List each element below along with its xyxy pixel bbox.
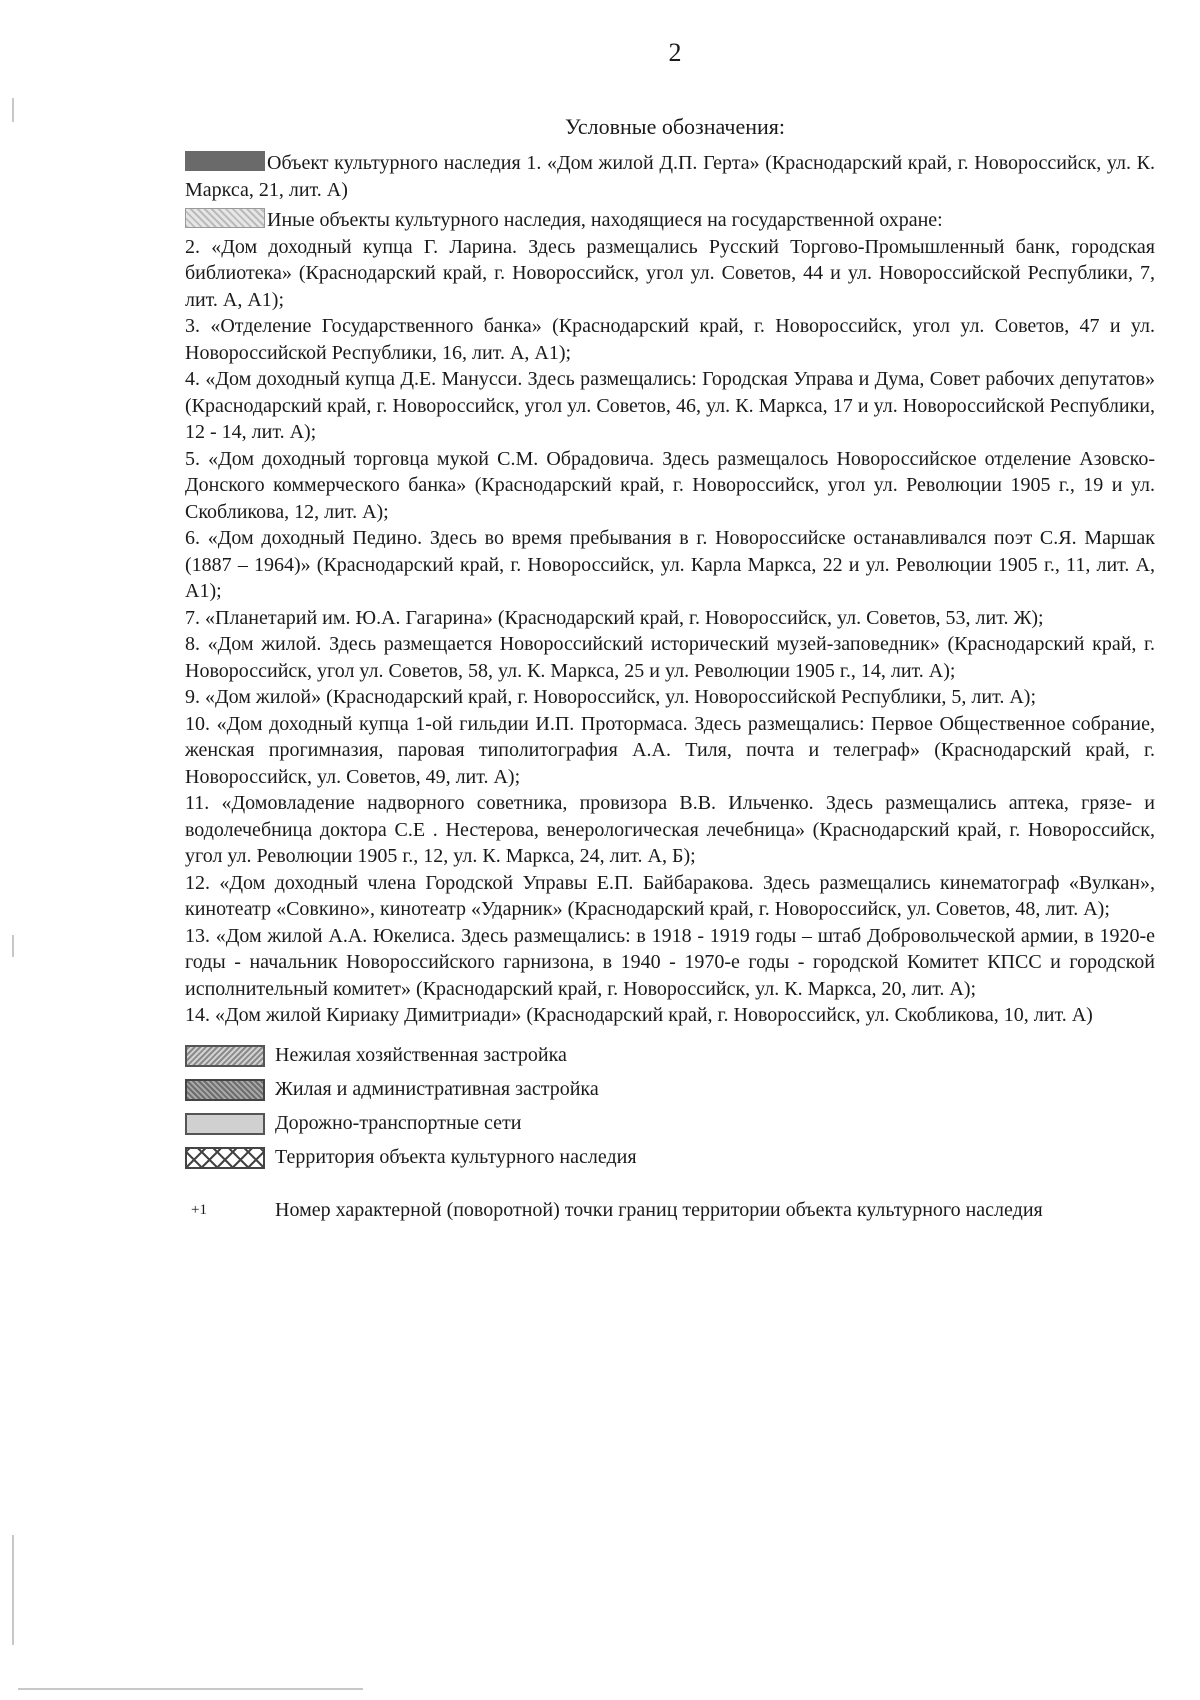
legend-row-nonresidential xyxy=(185,1039,1155,1073)
heritage-item: 12. «Дом доходный члена Городской Управы Е.П. Байбаракова. Здесь размещались кинематограф «Вулкан», кинотеатр «Совкино», кинотеатр «Ударник» (Краснодарский край, г. Новороссийск, ул. Советов, 48, лит. А); xyxy=(185,871,1155,920)
legend-row-road-network xyxy=(185,1107,1155,1141)
legend-label: Жилая и административная застройка xyxy=(275,1078,599,1101)
legend-title: Условные обозначения: xyxy=(564,114,786,139)
boundary-point-marker: +1 xyxy=(191,1201,207,1218)
scan-edge-mark-middle xyxy=(12,935,14,957)
main-object-entry xyxy=(185,150,1155,203)
road-network-swatch xyxy=(185,1113,265,1135)
page-number: 2 xyxy=(668,38,682,67)
heritage-item: 6. «Дом доходный Педино. Здесь во время пребывания в г. Новороссийске останавливался поэт С.Я. Маршак (1887 – 1964)» (Краснодарский край, г. Новороссийск, ул. Карла Маркса, 22 и ул. Революции 1905 г., 11, лит. А, А1); xyxy=(185,527,1155,602)
heritage-item: 14. «Дом жилой Кириаку Димитриади» (Краснодарский край, г. Новороссийск, ул. Скобликова, 10, лит. А) xyxy=(185,1004,1093,1026)
territory-crosshatch-swatch xyxy=(185,1147,265,1169)
point-legend-row xyxy=(185,1197,1155,1224)
other-objects-swatch xyxy=(185,208,265,228)
heritage-item: 13. «Дом жилой А.А. Юкелиса. Здесь размещались: в 1918 - 1919 годы – штаб Добровольческой армии, в 1920-е годы - начальник Новороссийского гарнизона, в 1940 - 1970-е годы - городской Комитет КПСС и городской исполнительный комитет» (Краснодарский край, г. Новороссийск, ул. К. Маркса, 20, лит. А); xyxy=(185,924,1155,1000)
legend-row-residential xyxy=(185,1073,1155,1107)
heritage-item: 10. «Дом доходный купца 1-ой гильдии И.П. Протормаса. Здесь размещались: Первое Общественное собрание, женская прогимназия, паровая типолитография А.А. Тиля, почта и телеграф» (Краснодарский край, г. Новороссийск, ул. Советов, 49, лит. А); xyxy=(185,712,1155,788)
legend-row-territory xyxy=(185,1141,1155,1175)
scan-edge-mark-bottom xyxy=(12,1535,14,1645)
point-legend-label: Номер характерной (поворотной) точки границ территории объекта культурного наследия xyxy=(275,1198,1043,1221)
nonresidential-hatch-swatch xyxy=(185,1045,265,1067)
heritage-item: 2. «Дом доходный купца Г. Ларина. Здесь размещались Русский Торгово-Промышленный банк, городская библиотека» (Краснодарский край, г. Новороссийск, угол ул. Советов, 44 и ул. Новороссийской Республики, 7, лит. А, А1); xyxy=(185,235,1155,311)
heritage-item: 8. «Дом жилой. Здесь размещается Новороссийский исторический музей-заповедник» (Краснодарский край, г. Новороссийск, угол ул. Советов, 58, ул. К. Маркса, 25 и ул. Революции 1905 г., 14, лит. А); xyxy=(185,633,1155,682)
legend-list xyxy=(185,1039,1155,1175)
heritage-item: 3. «Отделение Государственного банка» (Краснодарский край, г. Новороссийск, угол ул. Советов, 47 и ул. Новороссийской Республики, 16, лит. А, А1); xyxy=(185,315,1155,364)
heritage-item: 11. «Домовладение надворного советника, провизора В.В. Ильченко. Здесь размещались аптека, грязе- и водолечебница доктора С.Е . Нестерова, венерологическая лечебница» (Краснодарский край, г. Новороссийск, угол ул. Революции 1905 г., 12, ул. К. Маркса, 24, лит. А, Б); xyxy=(185,792,1155,867)
legend-content xyxy=(185,150,1155,1223)
heritage-item: 5. «Дом доходный торговца мукой С.М. Обрадовича. Здесь размещалось Новороссийское отделение Азовско-Донского коммерческого банка» (Краснодарский край, г. Новороссийск, угол ул. Революции 1905 г., 19 и ул. Скобликова, 12, лит. А); xyxy=(185,447,1155,523)
other-objects-entry xyxy=(185,207,1155,234)
heritage-item: 4. «Дом доходный купца Д.Е. Манусси. Здесь размещались: Городская Управа и Дума, Совет рабочих депутатов» (Краснодарский край, г. Новороссийск, угол ул. Советов, 46, ул. К. Маркса, 17 и ул. Новороссийской Республики, 12 - 14, лит. А); xyxy=(185,368,1155,443)
heritage-item: 7. «Планетарий им. Ю.А. Гагарина» (Краснодарский край, г. Новороссийск, ул. Советов, 53, лит. Ж); xyxy=(185,606,1044,629)
scan-edge-line-bottom xyxy=(18,1688,363,1690)
residential-hatch-swatch xyxy=(185,1079,265,1101)
legend-label: Нежилая хозяйственная застройка xyxy=(275,1044,567,1067)
main-object-text: Объект культурного наследия 1. «Дом жилой Д.П. Герта» (Краснодарский край, г. Новороссийск, ул. К. Маркса, 21, лит. А) xyxy=(185,152,1155,201)
main-object-swatch xyxy=(185,151,265,171)
legend-label: Дорожно-транспортные сети xyxy=(275,1112,522,1135)
heritage-item: 9. «Дом жилой» (Краснодарский край, г. Новороссийск, ул. Новороссийской Республики, 5, лит. А); xyxy=(185,686,1037,708)
other-objects-text: Иные объекты культурного наследия, находящиеся на государственной охране: xyxy=(267,209,943,231)
legend-label: Территория объекта культурного наследия xyxy=(275,1146,637,1169)
